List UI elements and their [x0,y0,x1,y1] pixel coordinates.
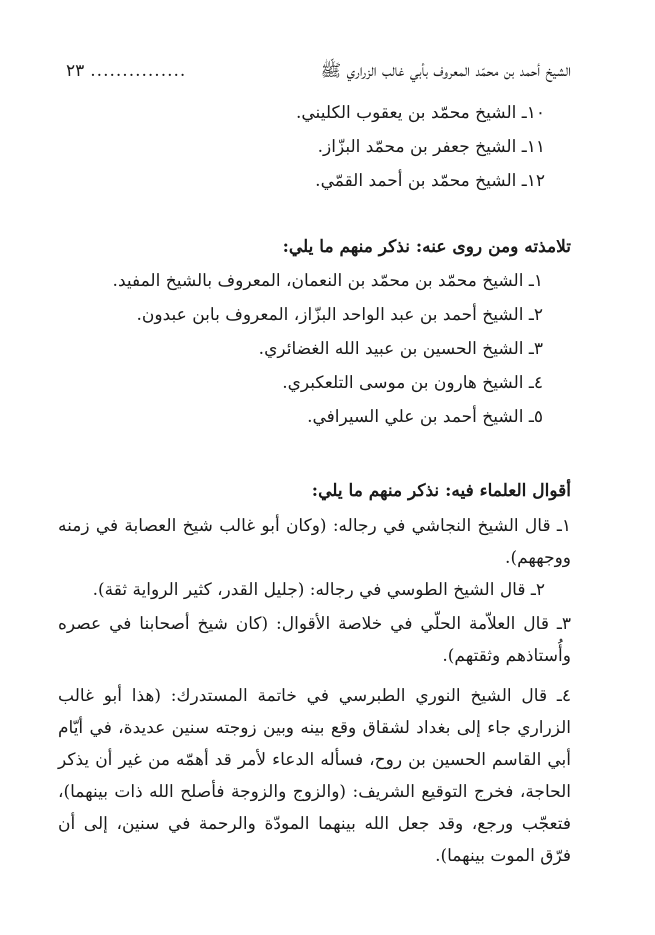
list-item: ٣ـ الشيخ الحسين بن عبيد الله الغضائري. [258,339,543,359]
list-item: ١٢ـ الشيخ محمّد بن أحمد القمّي. [315,171,545,191]
running-header [66,60,571,88]
list-item: ١٠ـ الشيخ محمّد بن يعقوب الكليني. [295,103,545,123]
page-number: ٢٣ [66,61,85,81]
teachers-list [60,96,545,198]
saying-paragraph: ٤ـ قال الشيخ النوري الطبرسي في خاتمة المستدرك: (هذا أبو غالب الزراري جاء إلى بغداد لشقاق وقع بينه وبين زوجته سنين عديدة، في أيّام أبي القاسم الحسين بن روح، فسأله الدعاء لأمر قد أهمّه من غير أن يذكر الحاجة، فخرج التوقيع الشريف: (والزوج والزوجة فأصلح الله ذات بينهما)، فتعجّب ورجع، وقد جعل الله بينهما المودّة والرحمة في سنين، إلى أن فرّق الموت بينهما). [58,686,571,866]
header-title: الشيخ أحمد بن محمّد المعروف بأبي غالب الزراري ﷺ [320,61,571,81]
list-item: ١١ـ الشيخ جعفر بن محمّد البزّاز. [317,137,545,157]
saying-paragraph: ٢ـ قال الشيخ الطوسي في رجاله: (جليل القدر، كثير الرواية ثقة). [92,580,545,600]
sayings-heading: أقوال العلماء فيه: نذكر منهم ما يلي: [311,481,571,501]
students-heading: تلامذته ومن روى عنه: نذكر منهم ما يلي: [282,237,571,257]
saying-paragraph: ٣ـ قال العلاّمة الحلّي في خلاصة الأقوال: (كان شيخ أصحابنا في عصره وأُستاذهم وثقتهم). [58,614,571,666]
saying-paragraph: ١ـ قال الشيخ النجاشي في رجاله: (وكان أبو غالب شيخ العصابة في زمنه ووجههم). [58,516,571,568]
list-item: ١ـ الشيخ محمّد بن محمّد بن النعمان، المعروف بالشيخ المفيد. [112,271,543,291]
list-item: ٢ـ الشيخ أحمد بن عبد الواحد البزّاز، المعروف بابن عبدون. [136,305,543,325]
list-item: ٤ـ الشيخ هارون بن موسى التلعكبري. [282,373,543,393]
list-item: ٥ـ الشيخ أحمد بن علي السيرافي. [307,407,543,427]
header-leader-dots: ............... [90,61,187,81]
students-list [60,264,543,434]
